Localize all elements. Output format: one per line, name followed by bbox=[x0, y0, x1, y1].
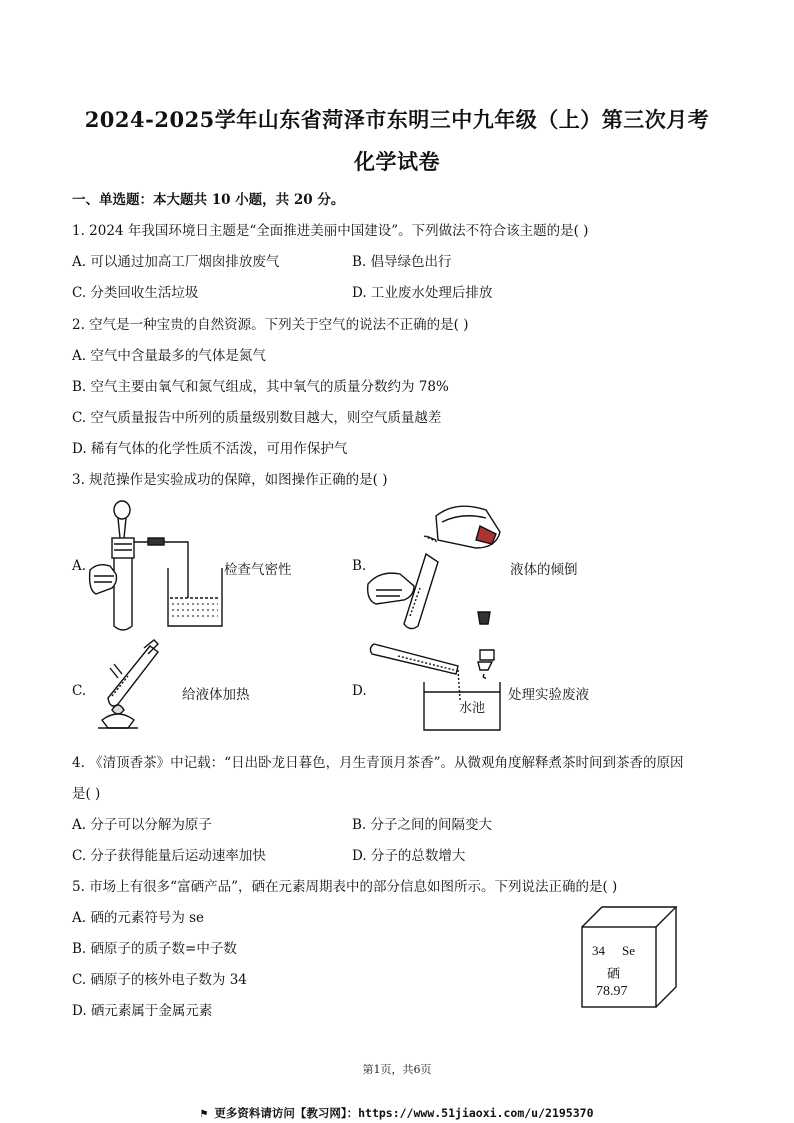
q2-option-a: A. 空气中含量最多的气体是氮气 bbox=[72, 348, 266, 364]
q3-option-d-caption: 处理实验废液 bbox=[508, 687, 589, 703]
q3-option-c-label: C. bbox=[72, 683, 87, 699]
exam-title: 2024-2025学年山东省菏泽市东明三中九年级（上）第三次月考 bbox=[84, 107, 710, 132]
q5-option-d: D. 硒元素属于金属元素 bbox=[72, 1003, 213, 1019]
section-heading: 一、单选题：本大题共 10 小题，共 20 分。 bbox=[72, 192, 345, 208]
q3-option-b-label: B. bbox=[352, 558, 367, 574]
heating-liquid-figure bbox=[88, 638, 188, 732]
exam-subtitle: 化学试卷 bbox=[354, 149, 440, 174]
q1-option-c: C. 分类回收生活垃圾 bbox=[72, 285, 199, 301]
q2-stem: 2. 空气是一种宝贵的自然资源。下列关于空气的说法不正确的是( ) bbox=[72, 317, 469, 333]
promo-link[interactable]: ⚑ 更多资料请访问【教习网】：https://www.51jiaoxi.com/u/2195370 bbox=[200, 1106, 594, 1120]
sink-label: 水池 bbox=[458, 700, 486, 715]
q5-stem: 5. 市场上有很多“富硒产品”，硒在元素周期表中的部分信息如图所示。下列说法正确的是( ) bbox=[72, 879, 618, 895]
atomic-mass: 78.97 bbox=[596, 984, 628, 999]
q1-stem: 1. 2024 年我国环境日主题是“全面推进美丽中国建设”。下列做法不符合该主题的是( ) bbox=[72, 223, 589, 239]
selenium-element-cell bbox=[580, 905, 680, 1010]
q3-option-d-label: D. bbox=[352, 683, 367, 699]
q1-option-d: D. 工业废水处理后排放 bbox=[352, 285, 493, 301]
airtightness-check-figure bbox=[88, 498, 228, 633]
q2-option-d: D. 稀有气体的化学性质不活泼，可用作保护气 bbox=[72, 441, 348, 457]
q5-option-a: A. 硒的元素符号为 se bbox=[72, 910, 205, 926]
q5-option-c: C. 硒原子的核外电子数为 34 bbox=[72, 972, 247, 988]
q1-option-b: B. 倡导绿色出行 bbox=[352, 254, 452, 270]
element-name: 硒 bbox=[607, 966, 621, 981]
q4-stem-line1: 4. 《清顶香茶》中记载：“日出卧龙日暮色，月生青顶月茶香”。从微观角度解释煮茶时间到茶香的原因 bbox=[72, 755, 684, 771]
page-number: 第1页，共6页 bbox=[362, 1063, 432, 1076]
waste-disposal-figure bbox=[368, 640, 518, 736]
q3-option-b-caption: 液体的倾倒 bbox=[510, 562, 578, 578]
q3-option-a-caption: 检查气密性 bbox=[224, 562, 292, 578]
q3-stem: 3. 规范操作是实验成功的保障，如图操作正确的是( ) bbox=[72, 472, 388, 488]
q5-option-b: B. 硒原子的质子数=中子数 bbox=[72, 941, 237, 957]
q4-option-a: A. 分子可以分解为原子 bbox=[72, 817, 212, 833]
q2-option-c: C. 空气质量报告中所列的质量级别数目越大，则空气质量越差 bbox=[72, 410, 442, 426]
q4-option-d: D. 分子的总数增大 bbox=[352, 848, 466, 864]
q3-option-a-label: A. bbox=[72, 558, 87, 574]
q4-option-c: C. 分子获得能量后运动速率加快 bbox=[72, 848, 266, 864]
q3-option-c-caption: 给液体加热 bbox=[182, 687, 250, 703]
q4-option-b: B. 分子之间的间隔变大 bbox=[352, 817, 493, 833]
q1-option-a: A. 可以通过加高工厂烟囱排放废气 bbox=[72, 254, 280, 270]
atomic-number: 34 bbox=[592, 943, 605, 958]
q2-option-b: B. 空气主要由氧气和氮气组成，其中氧气的质量分数约为 78% bbox=[72, 379, 449, 395]
q4-stem-line2: 是( ) bbox=[72, 786, 101, 802]
liquid-pouring-figure bbox=[366, 496, 516, 634]
element-symbol: Se bbox=[622, 943, 635, 958]
